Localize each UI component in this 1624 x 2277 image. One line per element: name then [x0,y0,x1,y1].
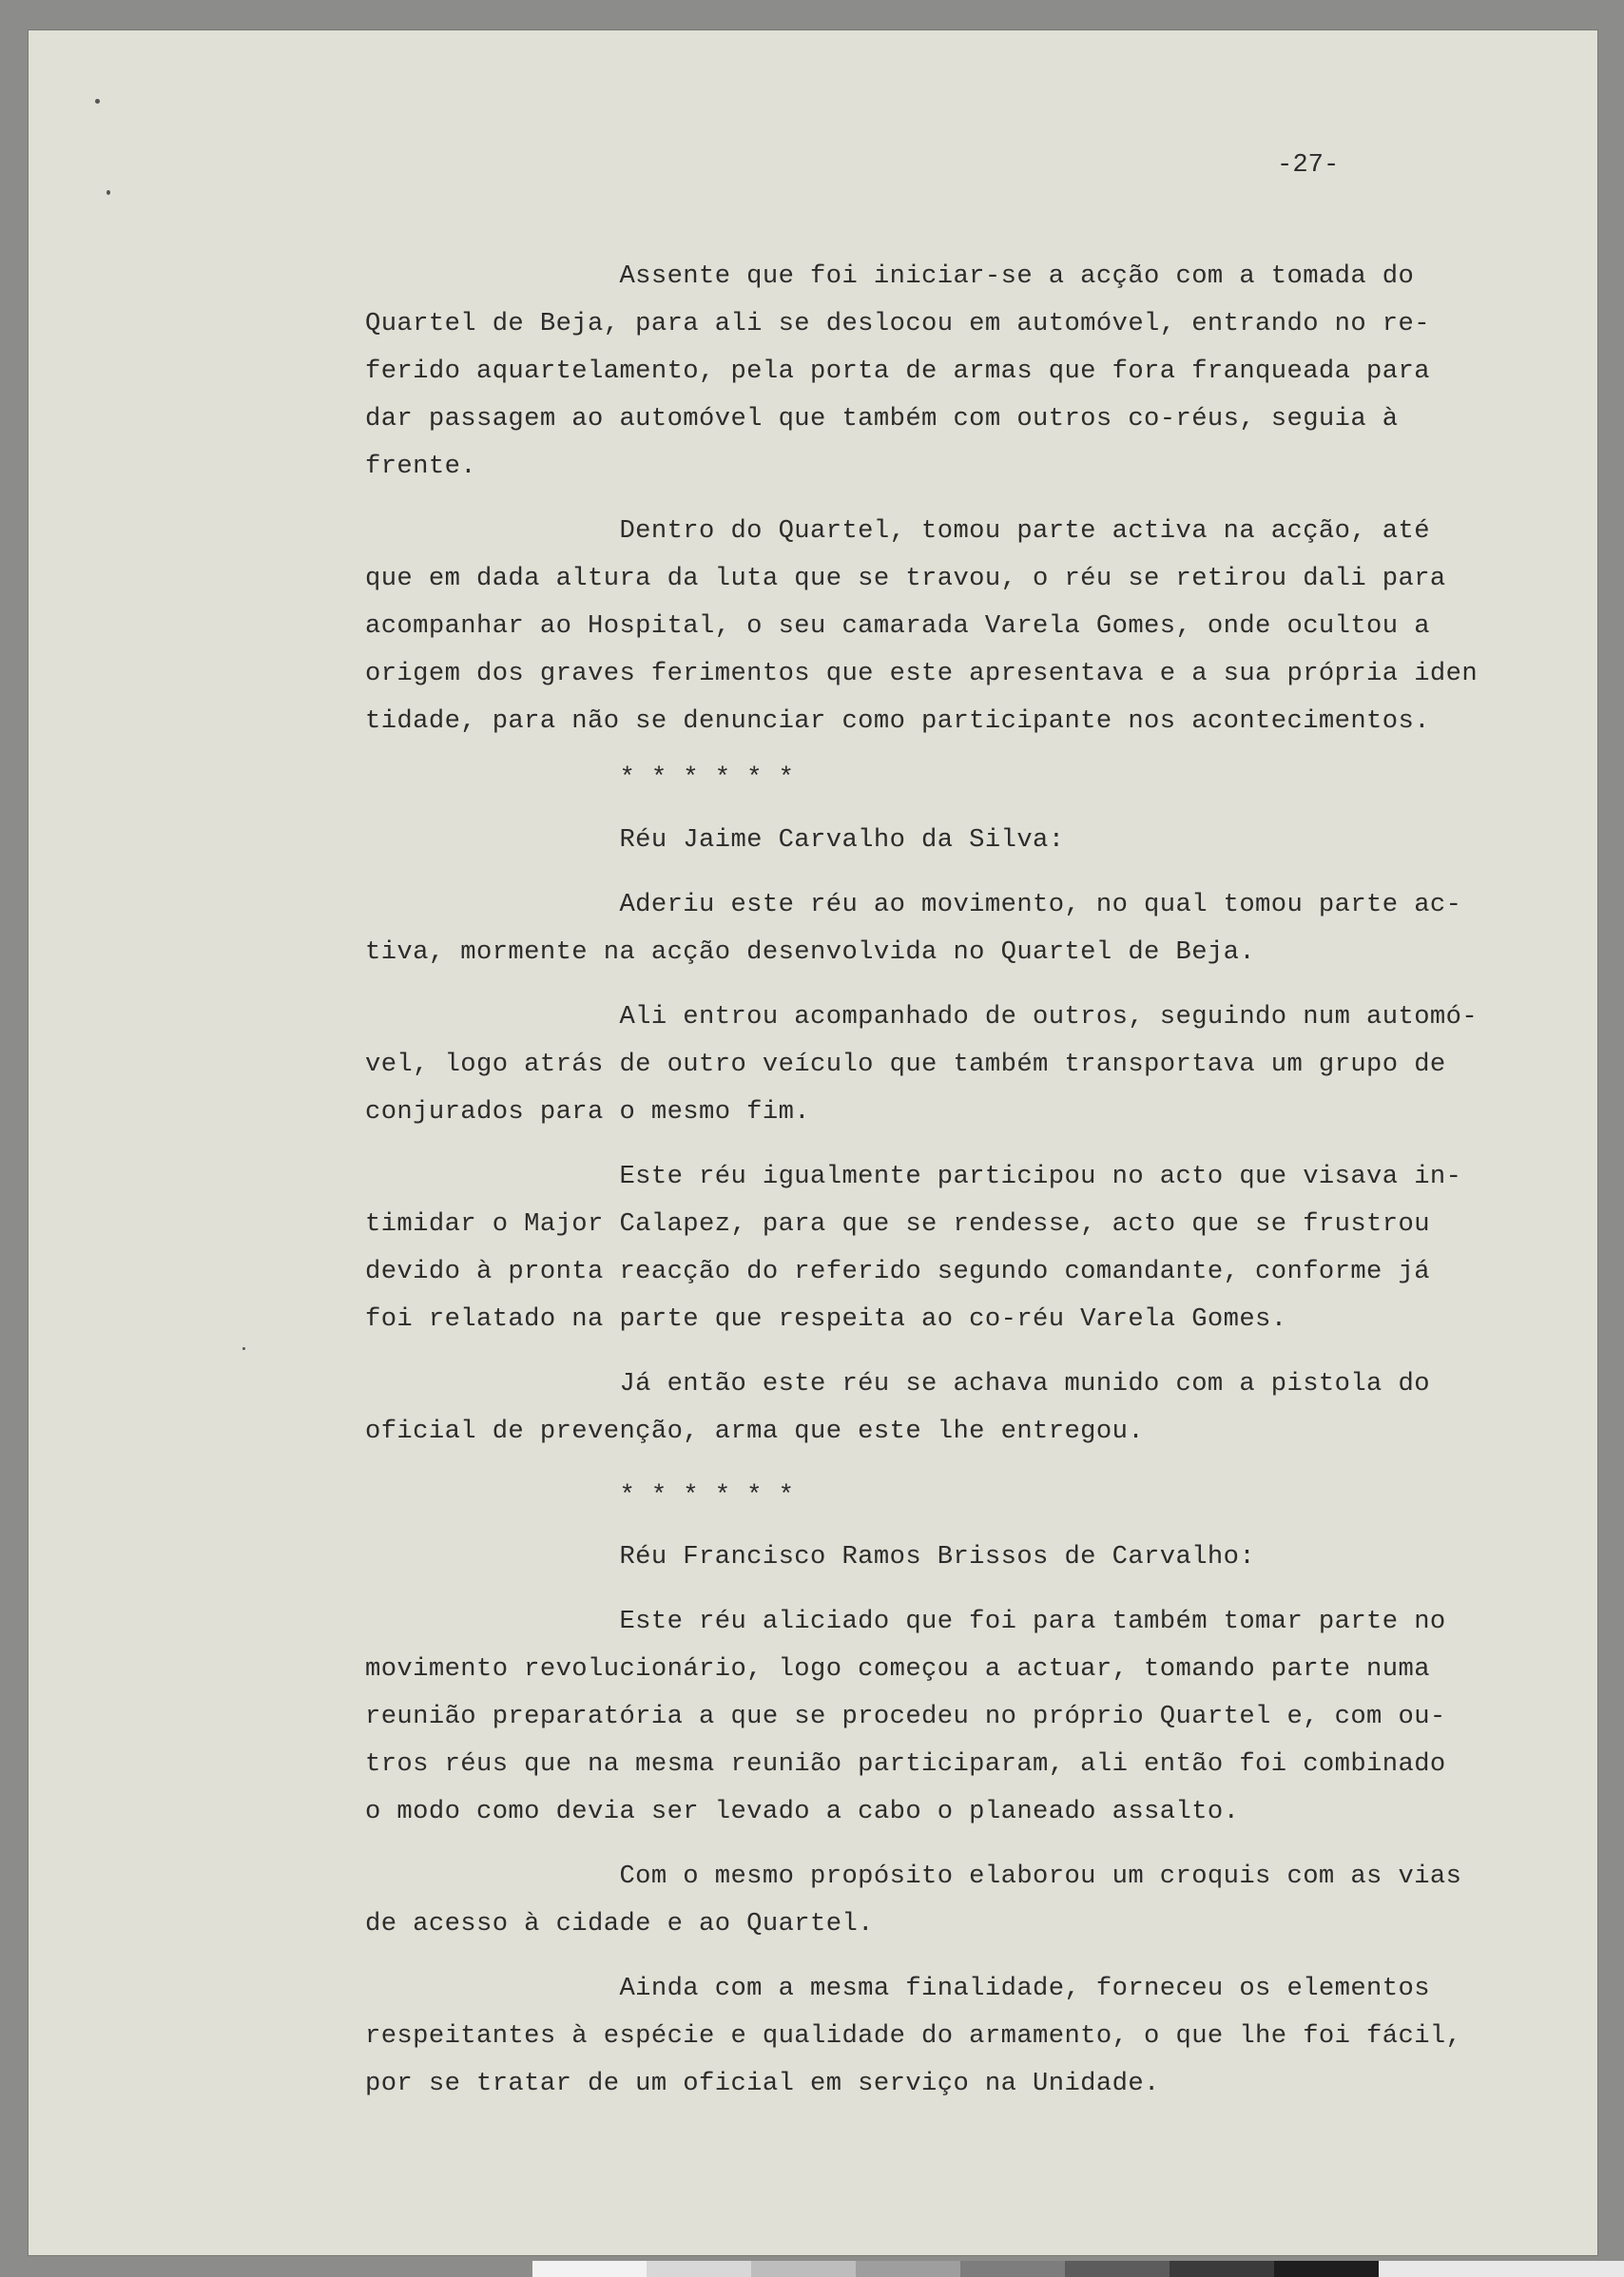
text-line: tidade, para não se denunciar como participante nos acontecimentos. [365,706,1430,736]
text-line: Ainda com a mesma finalidade, forneceu os elementos [365,1974,1430,2003]
document-page [29,30,1597,2255]
text-line: conjurados para o mesmo fim. [365,1097,811,1127]
ruler-segment [647,2261,751,2277]
ruler-segment [1170,2261,1274,2277]
text-line: que em dada altura da luta que se travou, o réu se retirou dali para [365,564,1446,593]
ink-speck [106,190,110,195]
text-line: Ali entrou acompanhado de outros, seguindo num automó- [365,1002,1479,1032]
text-line: Já então este réu se achava munido com a pistola do [365,1369,1430,1399]
text-line: vel, logo atrás de outro veículo que também transportava um grupo de [365,1050,1446,1079]
text-line: Este réu igualmente participou no acto que visava in- [365,1162,1462,1191]
text-line: por se tratar de um oficial em serviço na Unidade. [365,2069,1160,2098]
ruler-segment [856,2261,960,2277]
text-line: foi relatado na parte que respeita ao co-réu Varela Gomes. [365,1304,1287,1334]
ruler-segment [1379,2261,1624,2277]
text-line: Dentro do Quartel, tomou parte activa na acção, até [365,516,1430,546]
text-line: tiva, mormente na acção desenvolvida no Quartel de Beja. [365,937,1256,967]
text-line: Assente que foi iniciar-se a acção com a tomada do [365,261,1415,291]
ruler-segment [960,2261,1065,2277]
text-line: acompanhar ao Hospital, o seu camarada Varela Gomes, onde ocultou a [365,611,1430,641]
ruler-segment [1065,2261,1170,2277]
scan-color-ruler [532,2261,1624,2277]
text-line: de acesso à cidade e ao Quartel. [365,1909,874,1939]
text-line: dar passagem ao automóvel que também com outros co-réus, seguia à [365,404,1399,434]
text-line: ferido aquartelamento, pela porta de armas que fora franqueada para [365,357,1430,386]
page-number: -27- [1277,150,1340,180]
text-line: origem dos graves ferimentos que este apresentava e a sua própria iden [365,659,1479,688]
text-line: Aderiu este réu ao movimento, no qual tomou parte ac- [365,890,1462,919]
ruler-segment [1274,2261,1379,2277]
section-separator: * * * * * * [365,763,795,793]
section-separator: * * * * * * [365,1481,795,1511]
text-line: Com o mesmo propósito elaborou um croquis com as vias [365,1862,1462,1891]
text-line: respeitantes à espécie e qualidade do armamento, o que lhe foi fácil, [365,2021,1462,2051]
text-line: reunião preparatória a que se procedeu no próprio Quartel e, com ou- [365,1702,1446,1731]
text-line: timidar o Major Calapez, para que se rendesse, acto que se frustrou [365,1209,1430,1239]
text-line: oficial de prevenção, arma que este lhe entregou. [365,1417,1145,1446]
text-line: Quartel de Beja, para ali se deslocou em automóvel, entrando no re- [365,309,1430,338]
section-heading: Réu Jaime Carvalho da Silva: [365,825,1065,855]
text-line: frente. [365,452,477,481]
ink-speck [242,1347,245,1350]
text-line: movimento revolucionário, logo começou a actuar, tomando parte numa [365,1654,1430,1684]
text-line: Este réu aliciado que foi para também tomar parte no [365,1607,1446,1636]
ruler-segment [751,2261,856,2277]
ruler-segment [532,2261,647,2277]
ink-speck [95,99,100,104]
text-line: devido à pronta reacção do referido segundo comandante, conforme já [365,1257,1430,1286]
text-line: tros réus que na mesma reunião participaram, ali então foi combinado [365,1749,1446,1779]
text-line: o modo como devia ser levado a cabo o planeado assalto. [365,1797,1240,1826]
section-heading: Réu Francisco Ramos Brissos de Carvalho: [365,1542,1256,1572]
